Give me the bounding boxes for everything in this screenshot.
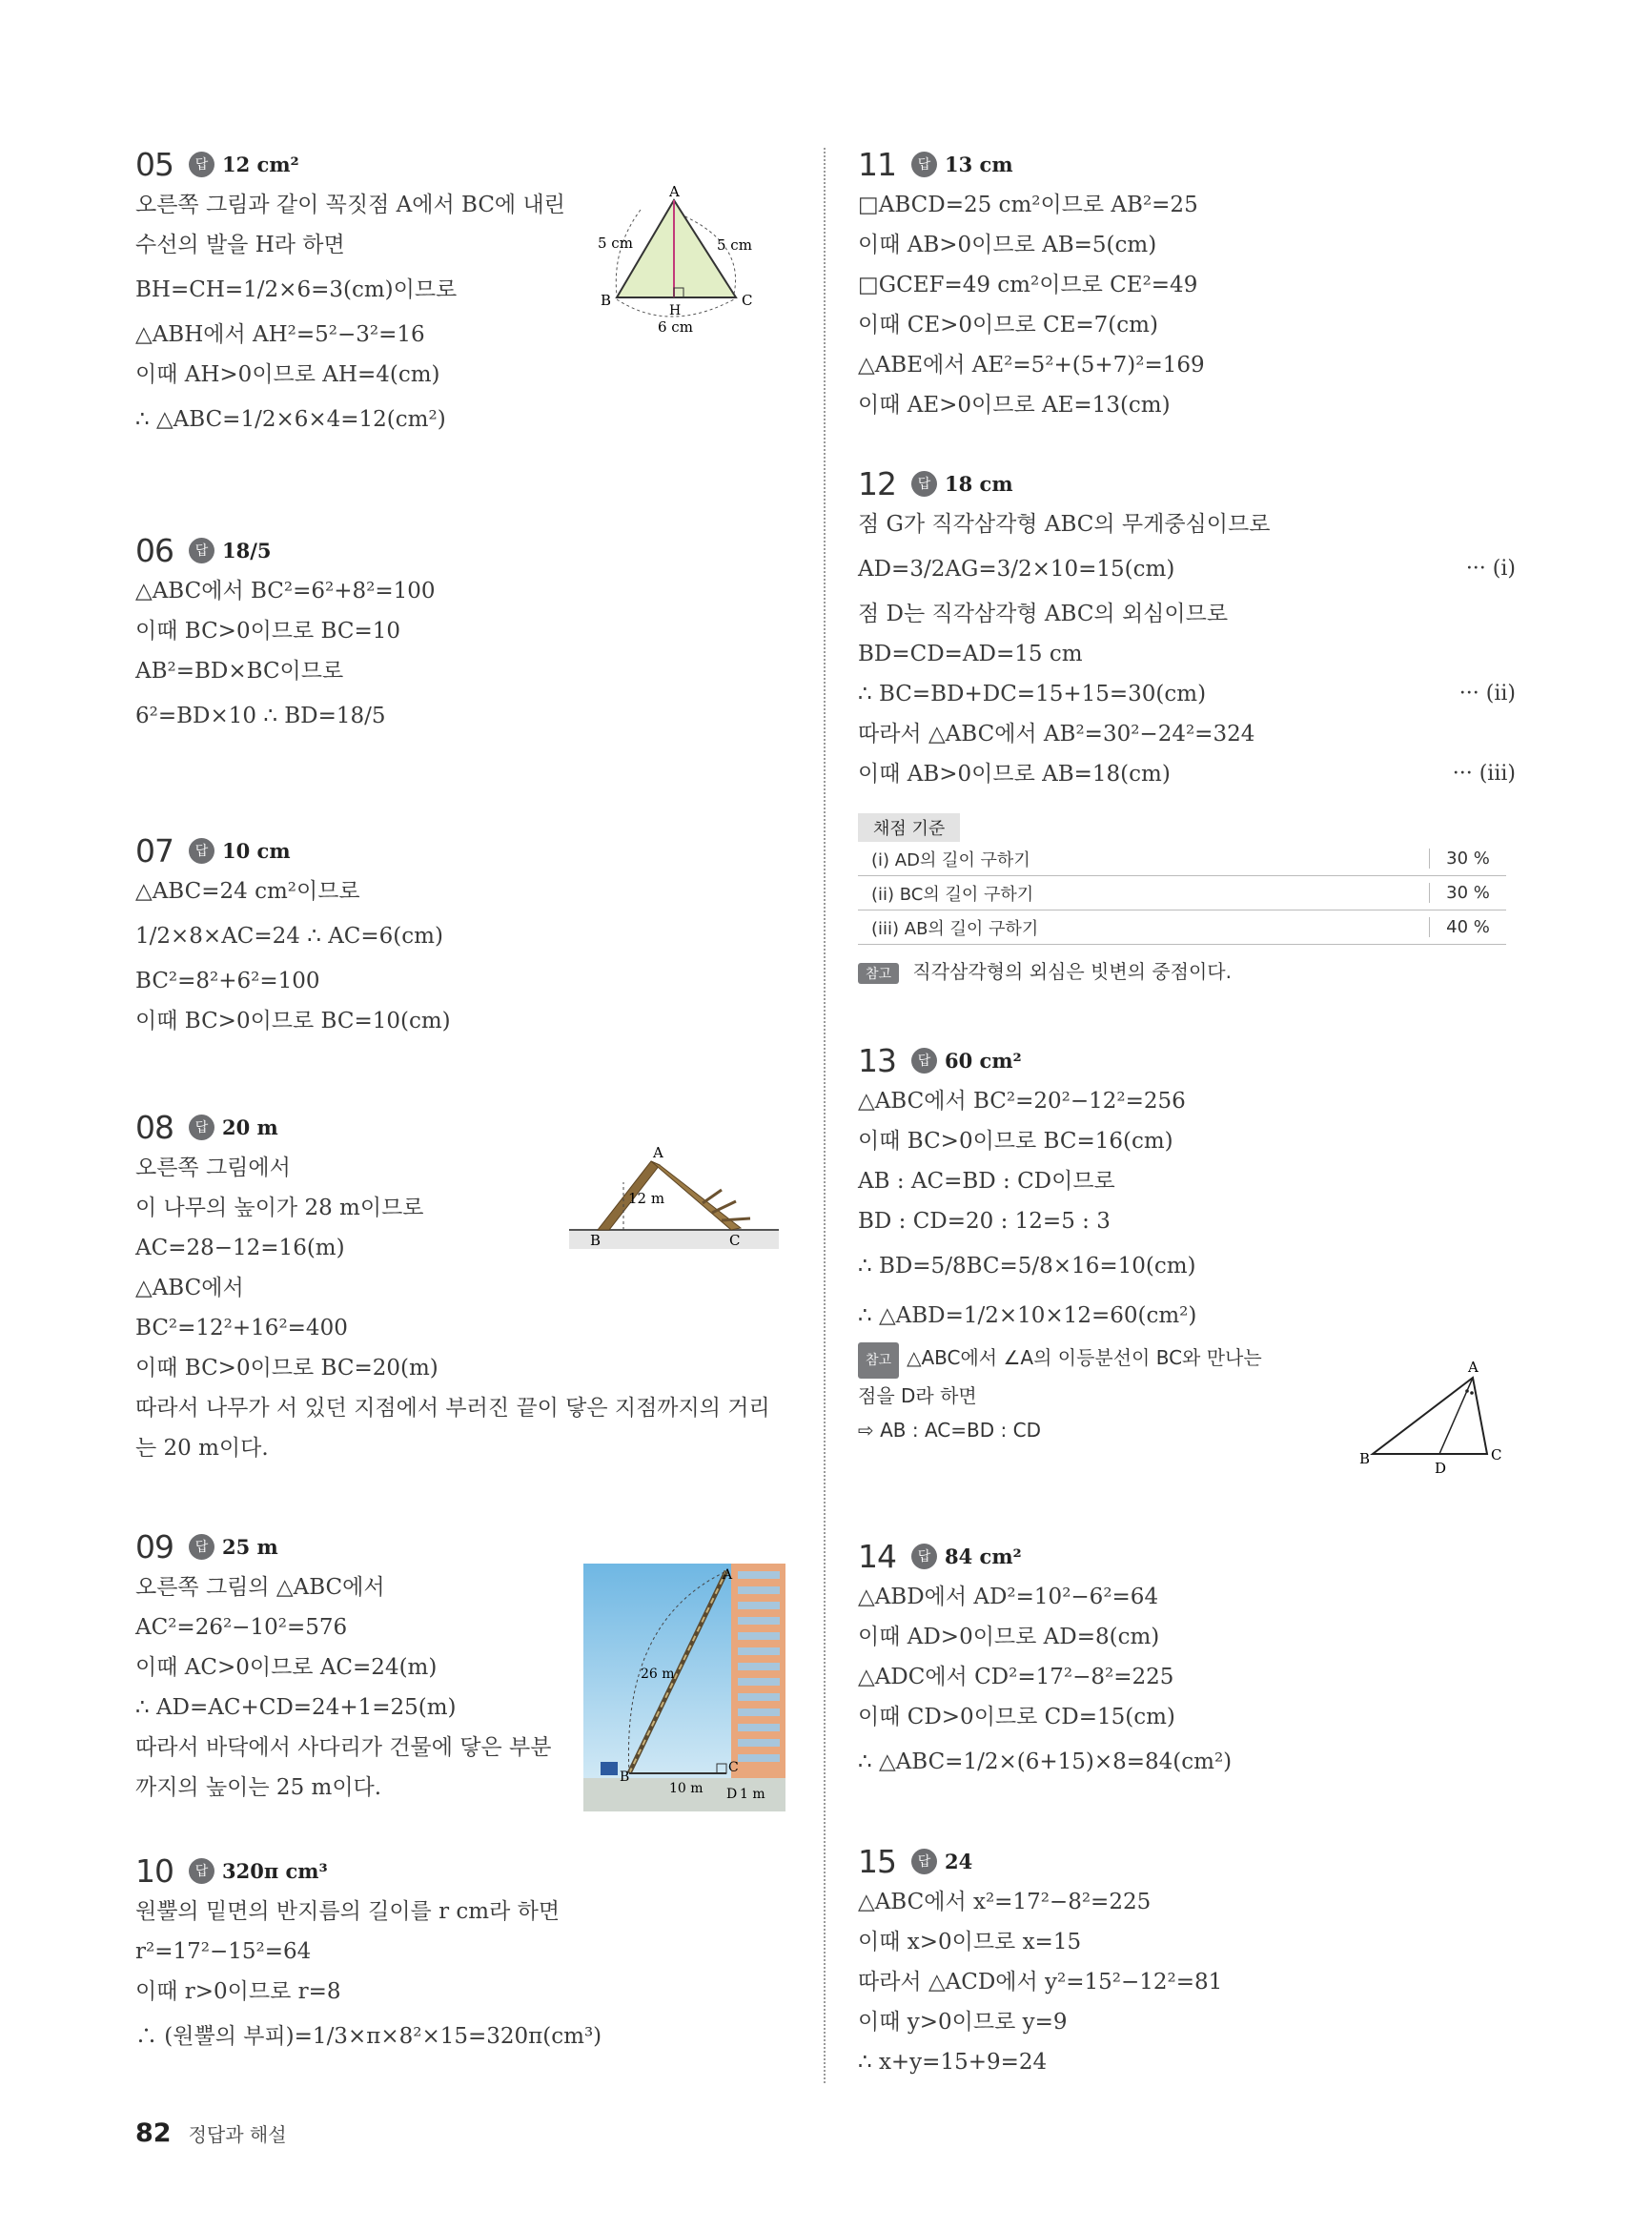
solution-line: 이때 AB>0이므로 AB=5(cm) [858, 233, 1157, 257]
solution-line: BH=CH=1/2×6=3(cm)이므로 [135, 277, 458, 302]
note-text: ⇨ AB : AC=BD : CD [858, 1419, 1041, 1442]
solution-line: 원뿔의 밑면의 반지름의 길이를 r cm라 하면 [135, 1899, 561, 1924]
rubric-title: 채점 기준 [858, 813, 960, 842]
solution-line: 이때 y>0이므로 y=9 [858, 2010, 1068, 2035]
solution-line: 1/2×8×AC=24 ∴ AC=6(cm) [135, 924, 443, 949]
solution-line: 이때 AB>0이므로 AB=18(cm) [858, 762, 1171, 787]
solution-line: △ABD에서 AD²=10²−6²=64 [858, 1585, 1159, 1609]
solution-line: BD=CD=AD=15 cm [858, 642, 1083, 666]
rubric-label: (iii) AB의 길이 구하기 [871, 918, 1039, 939]
problem-header [135, 1106, 793, 1148]
solution-line: AC²=26²−10²=576 [135, 1615, 348, 1640]
problem-header [135, 1850, 793, 1892]
answer-value: 10 cm [222, 838, 291, 863]
solution-line: BD : CD=20 : 12=5 : 3 [858, 1209, 1111, 1234]
solution-line: 따라서 △ABC에서 AB²=30²−24²=324 [858, 722, 1255, 747]
problem-number: 09 [135, 1527, 173, 1565]
problem-number: 11 [858, 145, 896, 183]
problem-11 [858, 143, 1516, 425]
problem-header [858, 462, 1516, 504]
answer-value: 18/5 [222, 538, 272, 563]
problem-number: 12 [858, 464, 896, 502]
solution-line: 이때 AE>0이므로 AE=13(cm) [858, 393, 1171, 418]
solution-line: △ADC에서 CD²=17²−8²=225 [858, 1665, 1174, 1689]
solution-line: 오른쪽 그림과 같이 꼭짓점 A에서 BC에 내린 [135, 193, 565, 217]
problem-12 [858, 462, 1516, 983]
note-tag: 참고 [858, 1342, 899, 1379]
solution-line: △ABE에서 AE²=5²+(5+7)²=169 [858, 353, 1205, 378]
step-marker: ··· (iii) [1452, 762, 1516, 786]
solution-line: 이때 AH>0이므로 AH=4(cm) [135, 362, 440, 387]
problem-number: 08 [135, 1108, 173, 1146]
column-divider [824, 148, 826, 2083]
solution-line: 6²=BD×10 ∴ BD=18/5 [135, 704, 386, 728]
answer-value: 20 m [222, 1115, 278, 1139]
solution-line: 수선의 발을 H라 하면 [135, 233, 345, 257]
vertex-label: H [669, 303, 682, 318]
rubric-percent: 40 % [1429, 917, 1506, 937]
vertex-label: A [1468, 1359, 1479, 1376]
solution-line: ∴ △ABC=1/2×6×4=12(cm²) [135, 407, 446, 432]
solution-line: 따라서 바닥에서 사다리가 건물에 닿은 부분 [135, 1735, 552, 1760]
step-marker: ··· (i) [1465, 557, 1516, 581]
solution-line: 이 나무의 높이가 28 m이므로 [135, 1196, 424, 1220]
problem-number: 07 [135, 831, 173, 869]
solution-line: ∴ BD=5/8BC=5/8×16=10(cm) [858, 1254, 1196, 1279]
answer-badge: 답 [911, 152, 937, 177]
answer-badge: 답 [911, 1048, 937, 1074]
solution-line: 까지의 높이는 25 m이다. [135, 1775, 382, 1800]
problem-07 [135, 829, 793, 1041]
solution-line: 점 D는 직각삼각형 ABC의 외심이므로 [858, 602, 1229, 626]
problem-10 [135, 1850, 793, 2061]
problem-number: 10 [135, 1852, 173, 1890]
answer-badge: 답 [911, 1544, 937, 1569]
solution-line: AB²=BD×BC이므로 [135, 659, 344, 684]
solution-line: 이때 BC>0이므로 BC=16(cm) [858, 1129, 1173, 1154]
solution-line: 점 G가 직각삼각형 ABC의 무게중심이므로 [858, 512, 1271, 537]
solution-line: 이때 BC>0이므로 BC=10(cm) [135, 1009, 451, 1033]
solution-line: 이때 AD>0이므로 AD=8(cm) [858, 1625, 1160, 1649]
solution-line: △ABH에서 AH²=5²−3²=16 [135, 322, 425, 347]
problem-06 [135, 529, 793, 741]
problem-05 [135, 143, 793, 444]
reference-note [858, 956, 1232, 984]
rubric-label: (i) AD의 길이 구하기 [871, 849, 1030, 870]
side-label: 5 cm [717, 236, 752, 254]
problem-header [135, 829, 793, 871]
vertex-label: C [742, 292, 753, 309]
vertex-label: B [590, 1232, 602, 1249]
answer-badge: 답 [189, 1534, 214, 1560]
answer-badge: 답 [911, 1849, 937, 1874]
problem-header [858, 143, 1516, 185]
side-label: 12 m [628, 1190, 665, 1207]
solution-line: 따라서 나무가 서 있던 지점에서 부러진 끝이 닿은 지점까지의 거리 [135, 1396, 770, 1421]
solution-line: AB : AC=BD : CD이므로 [858, 1169, 1115, 1194]
side-label: 10 m [669, 1781, 704, 1796]
problem-number: 15 [858, 1842, 896, 1880]
problem-number: 06 [135, 531, 173, 569]
vertex-label: B [1359, 1450, 1371, 1467]
side-label: 5 cm [598, 235, 633, 252]
solution-line: 이때 CE>0이므로 CE=7(cm) [858, 313, 1158, 338]
ladder-building-figure [583, 1564, 785, 1811]
problem-header [135, 143, 793, 185]
solution-line: BC²=8²+6²=100 [135, 969, 320, 993]
answer-value: 18 cm [945, 471, 1013, 496]
solution-line: 이때 r>0이므로 r=8 [135, 1979, 341, 2004]
problem-14 [858, 1535, 1516, 1787]
note-text: △ABC에서 ∠A의 이등분선이 BC와 만나는 [907, 1346, 1262, 1369]
solution-line: 따라서 △ACD에서 y²=15²−12²=81 [858, 1970, 1223, 1995]
rubric-label: (ii) BC의 길이 구하기 [871, 884, 1034, 905]
answer-badge: 답 [189, 838, 214, 864]
problem-number: 14 [858, 1537, 896, 1575]
rubric-percent: 30 % [1429, 883, 1506, 903]
answer-value: 12 cm² [222, 152, 299, 176]
solution-line: ∴ (원뿔의 부피)=1/3×π×8²×15=320π(cm³) [135, 2024, 602, 2049]
answer-value: 24 [945, 1849, 973, 1873]
solution-line: △ABC에서 BC²=20²−12²=256 [858, 1089, 1186, 1114]
answer-badge: 답 [189, 1858, 214, 1884]
answer-badge: 답 [189, 1115, 214, 1140]
solution-line: 이때 AC>0이므로 AC=24(m) [135, 1655, 438, 1680]
solution-line: ∴ AD=AC+CD=24+1=25(m) [135, 1695, 457, 1720]
problem-header [135, 529, 793, 571]
solution-line: 이때 BC>0이므로 BC=10 [135, 619, 401, 644]
answer-value: 320π cm³ [222, 1858, 328, 1883]
vertex-label: A [669, 183, 680, 200]
vertex-label: C [729, 1232, 741, 1249]
answer-badge: 답 [911, 471, 937, 497]
problem-number: 05 [135, 145, 173, 183]
note-text: 직각삼각형의 외심은 빗변의 중점이다. [912, 960, 1232, 983]
rubric-row [858, 876, 1506, 910]
problem-header [858, 1039, 1516, 1081]
note-tag: 참고 [858, 963, 899, 984]
problem-header [858, 1535, 1516, 1577]
side-label: 6 cm [658, 318, 693, 336]
answer-badge: 답 [189, 152, 214, 177]
solution-line: △ABC=24 cm²이므로 [135, 879, 360, 904]
angle-bisector-figure [1354, 1359, 1506, 1483]
step-marker: ··· (ii) [1458, 682, 1516, 706]
solution-line: BC²=12²+16²=400 [135, 1316, 348, 1340]
solution-line: 이때 x>0이므로 x=15 [858, 1930, 1082, 1954]
broken-tree-figure [569, 1144, 779, 1249]
solution-line: □GCEF=49 cm²이므로 CE²=49 [858, 273, 1198, 297]
vertex-label: B [620, 1770, 630, 1785]
answer-value: 84 cm² [945, 1544, 1022, 1568]
rubric-row [858, 910, 1506, 945]
footer-title: 정답과 해설 [188, 2123, 287, 2146]
solution-line: ∴ BC=BD+DC=15+15=30(cm) [858, 682, 1207, 706]
page-footer [135, 2118, 287, 2148]
solution-line: △ABC에서 x²=17²−8²=225 [858, 1890, 1152, 1914]
answer-badge: 답 [189, 538, 214, 563]
side-label: 26 m [641, 1667, 675, 1682]
problem-09 [135, 1525, 793, 1808]
vertex-label: C [1491, 1446, 1502, 1463]
solution-line: AC=28−12=16(m) [135, 1236, 345, 1260]
vertex-label: D [1435, 1460, 1447, 1477]
solution-line: △ABC에서 BC²=6²+8²=100 [135, 579, 436, 604]
answer-value: 25 m [222, 1534, 278, 1559]
problem-13 [858, 1039, 1516, 1477]
solution-line: □ABCD=25 cm²이므로 AB²=25 [858, 193, 1198, 217]
problem-15 [858, 1840, 1516, 2082]
scoring-rubric [858, 813, 1506, 945]
side-label: 1 m [740, 1787, 765, 1802]
vertex-label: D [726, 1787, 738, 1802]
solution-line: ∴ △ABD=1/2×10×12=60(cm²) [858, 1303, 1197, 1328]
page-number: 82 [135, 2118, 172, 2148]
problem-08 [135, 1106, 793, 1468]
solution-line: ∴ △ABC=1/2×(6+15)×8=84(cm²) [858, 1749, 1233, 1774]
solution-line: ∴ x+y=15+9=24 [858, 2050, 1048, 2075]
problem-header [858, 1840, 1516, 1882]
solution-line: 오른쪽 그림에서 [135, 1156, 291, 1180]
vertex-label: B [601, 292, 612, 309]
vertex-label: C [728, 1760, 739, 1775]
solution-line: 는 20 m이다. [135, 1436, 269, 1461]
solution-line: 오른쪽 그림의 △ABC에서 [135, 1575, 385, 1600]
solution-row [858, 754, 1516, 794]
solution-line: r²=17²−15²=64 [135, 1939, 312, 1964]
vertex-label: A [653, 1144, 663, 1161]
solution-line: AD=3/2AG=3/2×10=15(cm) [858, 557, 1175, 582]
note-text: 점을 D라 하면 [858, 1384, 977, 1407]
rubric-row [858, 842, 1506, 876]
solution-line: 이때 BC>0이므로 BC=20(m) [135, 1356, 438, 1381]
answer-value: 13 cm [945, 152, 1013, 176]
problem-number: 13 [858, 1041, 896, 1079]
rubric-percent: 30 % [1429, 849, 1506, 869]
solution-line: 이때 CD>0이므로 CD=15(cm) [858, 1705, 1175, 1729]
answer-value: 60 cm² [945, 1048, 1022, 1073]
vertex-label: A [723, 1567, 733, 1583]
triangle-figure [593, 181, 784, 343]
solution-line: △ABC에서 [135, 1276, 244, 1300]
solution-row [858, 674, 1516, 714]
problem-header [135, 1525, 793, 1567]
solution-row [858, 544, 1516, 594]
